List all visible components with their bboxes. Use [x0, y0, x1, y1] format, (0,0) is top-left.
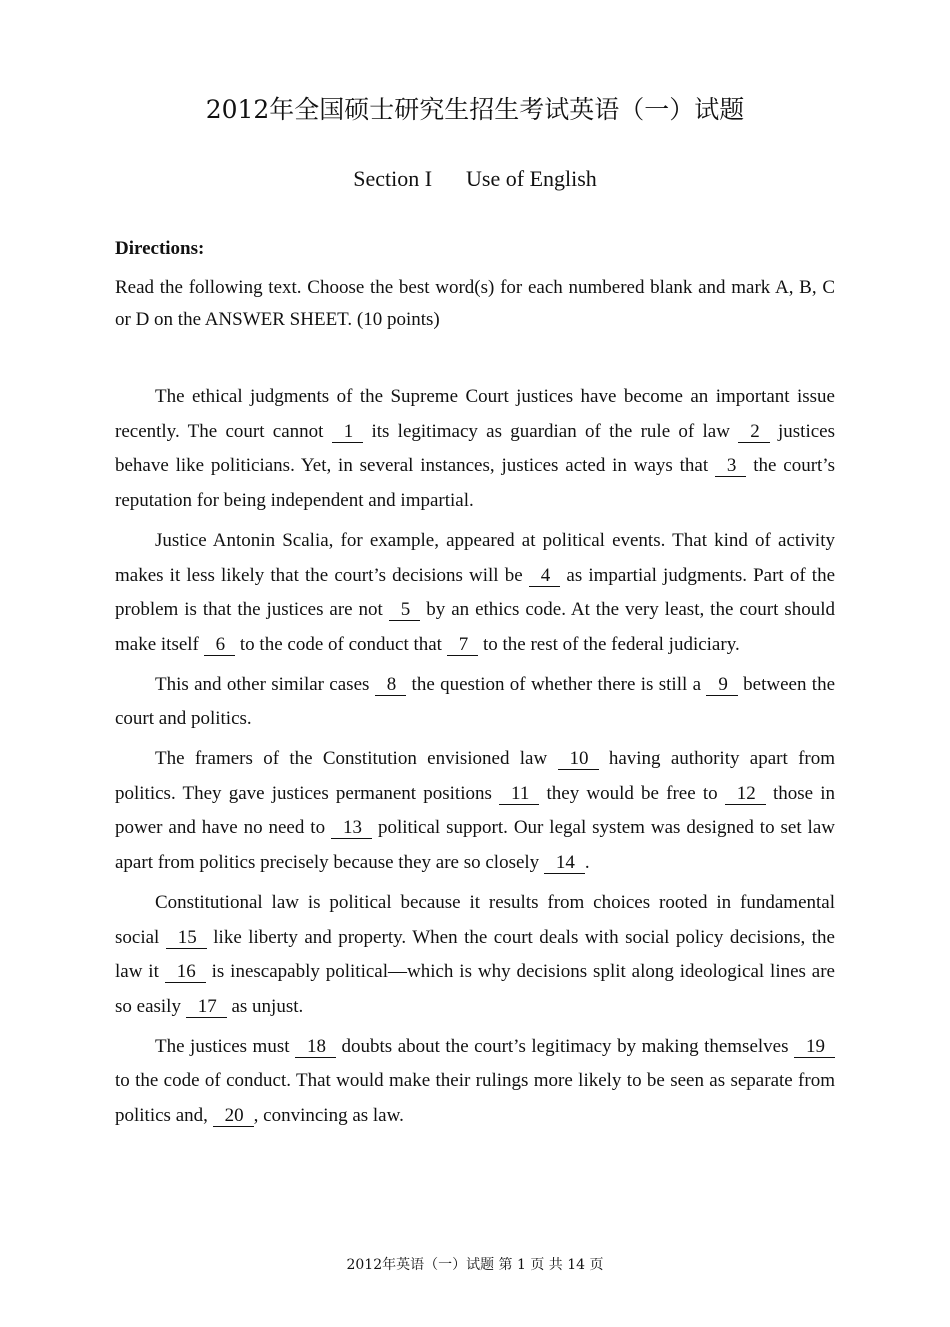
- section-number: Section I: [353, 166, 433, 191]
- passage-text: The framers of the Constitution envisioned law: [155, 748, 558, 770]
- directions-label: Directions:: [115, 238, 205, 259]
- cloze-blank-5: 5: [389, 600, 421, 621]
- passage-text: its legitimacy as guardian of the rule of law: [363, 420, 739, 442]
- cloze-blank-17: 17: [186, 997, 227, 1018]
- cloze-blank-3: 3: [715, 456, 747, 477]
- cloze-blank-20: 20: [213, 1106, 254, 1127]
- page-footer: 2012年英语（一）试题 第 1 页 共 14 页: [346, 1257, 604, 1273]
- passage-paragraph: [115, 668, 835, 737]
- section-name: Use of English: [466, 166, 597, 191]
- passage-text: they would be free to: [539, 782, 725, 804]
- passage-text: the court’s reputation for being independent and impartial.: [115, 455, 835, 512]
- passage-text: to the code of conduct. That would make their rulings more likely to be seen as separate from politics and,: [115, 1070, 835, 1127]
- passage-text: The ethical judgments of the Supreme Court justices have become an important issue recently. The court cannot: [115, 386, 835, 442]
- passage-text: justices behave like politicians. Yet, in several instances, justices acted in ways that: [115, 420, 835, 477]
- passage-text: political support. Our legal system was designed to set law apart from politics precisely because they are so closely: [115, 817, 835, 874]
- passage-text: , convincing as law.: [253, 1105, 404, 1127]
- passage-text: to the code of conduct that: [235, 633, 447, 655]
- section-heading: [0, 166, 950, 192]
- passage-paragraph: [115, 742, 835, 881]
- cloze-blank-7: 7: [447, 635, 479, 656]
- passage-text: by an ethics code. At the very least, the court should make itself: [115, 599, 835, 655]
- passage-paragraph: [115, 524, 835, 663]
- cloze-blank-16: 16: [165, 962, 206, 983]
- cloze-blank-6: 6: [204, 635, 236, 656]
- cloze-blank-2: 2: [738, 422, 770, 443]
- cloze-blank-13: 13: [331, 818, 372, 839]
- passage-text: having authority apart from politics. They gave justices permanent positions: [115, 748, 836, 804]
- cloze-blank-11: 11: [499, 784, 539, 805]
- passage-paragraph: [115, 380, 835, 519]
- cloze-blank-9: 9: [706, 675, 738, 696]
- cloze-passage: [115, 380, 835, 1139]
- passage-text: This and other similar cases: [155, 673, 375, 695]
- passage-text: between the court and politics.: [115, 673, 835, 730]
- passage-text: those in power and have no need to: [115, 782, 835, 839]
- page-title: 2012年全国硕士研究生招生考试英语（一）试题: [205, 95, 745, 124]
- passage-text: doubts about the court’s legitimacy by making themselves: [336, 1035, 795, 1057]
- cloze-blank-1: 1: [332, 422, 364, 443]
- passage-text: as unjust.: [226, 995, 304, 1017]
- cloze-blank-14: 14: [544, 853, 585, 874]
- cloze-blank-12: 12: [725, 784, 766, 805]
- passage-text: as impartial judgments. Part of the problem is that the justices are not: [115, 564, 836, 621]
- passage-paragraph: [115, 1030, 835, 1134]
- passage-text: like liberty and property. When the court deals with social policy decisions, the law it: [115, 926, 835, 983]
- passage-text: The justices must: [155, 1035, 296, 1057]
- passage-text: to the rest of the federal judiciary.: [478, 633, 740, 655]
- cloze-blank-19: 19: [794, 1037, 835, 1058]
- passage-text: Justice Antonin Scalia, for example, appeared at political events. That kind of activity makes it less likely that the court’s decisions will be: [115, 529, 835, 586]
- passage-text: is inescapably political—which is why decisions split along ideological lines are so easily: [115, 961, 835, 1017]
- passage-paragraph: [115, 886, 835, 1025]
- passage-text: Constitutional law is political because it results from choices rooted in fundamental social: [115, 891, 835, 948]
- cloze-blank-15: 15: [166, 928, 207, 949]
- cloze-blank-10: 10: [558, 749, 599, 770]
- passage-text: .: [584, 852, 590, 874]
- cloze-blank-8: 8: [375, 675, 407, 696]
- passage-text: the question of whether there is still a: [406, 673, 707, 695]
- cloze-blank-18: 18: [295, 1037, 336, 1058]
- cloze-blank-4: 4: [529, 566, 561, 587]
- directions-text: Read the following text. Choose the best word(s) for each numbered blank and mark A, B, C or D on the ANSWER SHEET. (10 points): [115, 277, 835, 330]
